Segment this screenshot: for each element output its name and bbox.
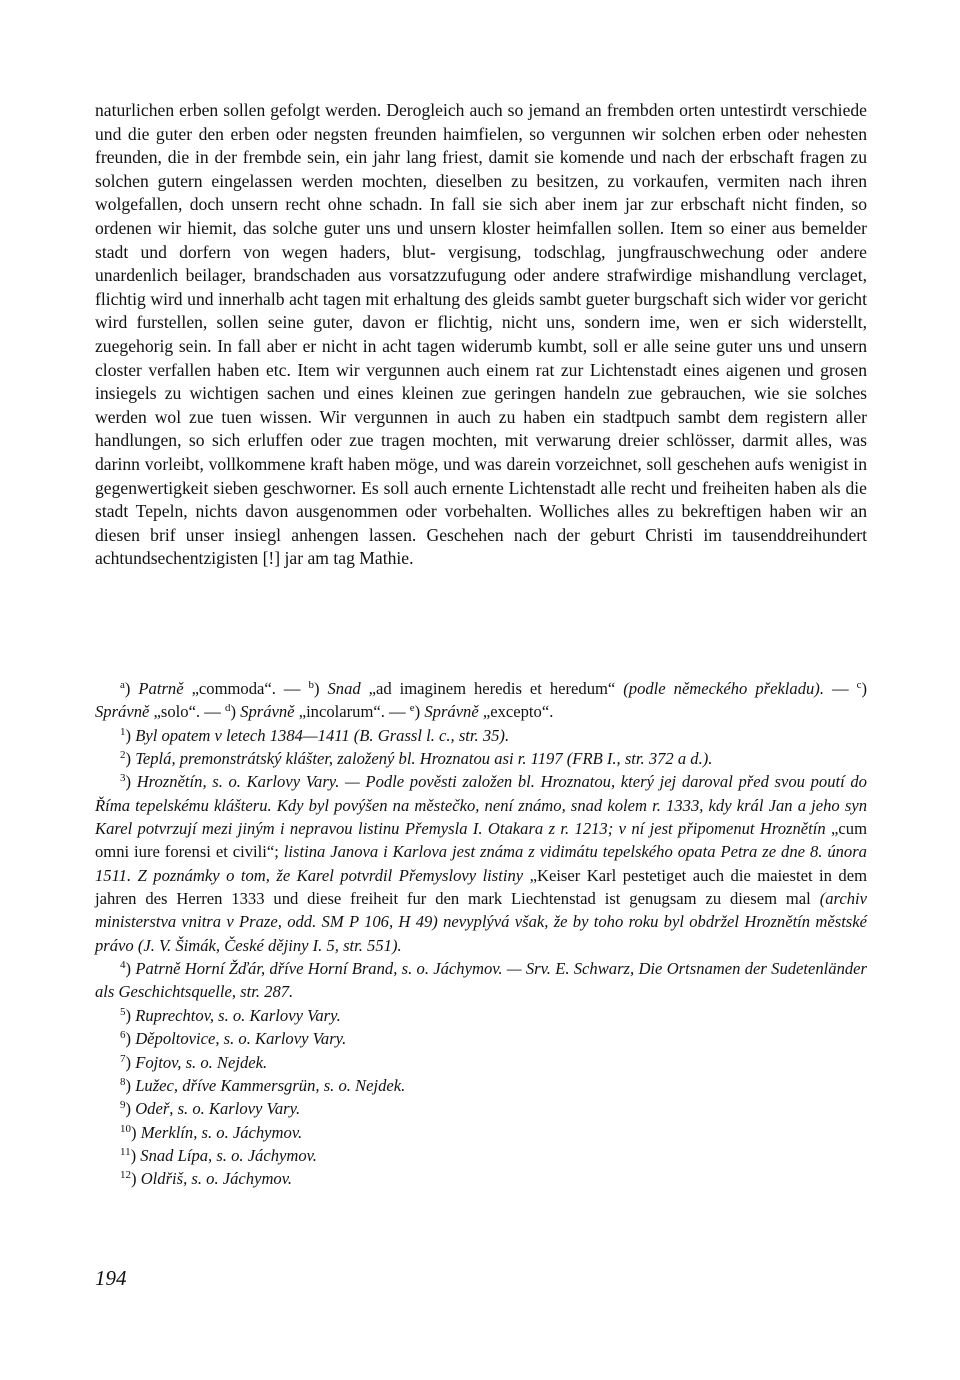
footnote-8: $^8$) Lužec, dříve Kammersgrün, s. o. Nejdek. bbox=[120, 1075, 406, 1095]
footnote-11: $^{11}$) Snad Lípa, s. o. Jáchymov. bbox=[120, 1145, 317, 1165]
footnotes bbox=[95, 677, 867, 1191]
footnote-6: $^6$) Děpoltovice, s. o. Karlovy Vary. bbox=[120, 1029, 347, 1049]
note-mark-d: d bbox=[224, 702, 231, 715]
footnote-3: $^3$) Hroznětín, s. o. Karlovy Vary. — Podle pověsti založen bl. Hroznatou, který jej daroval před svou poutí do Říma tepelskému klášteru. Kdy byl povýšen na městečko, není známo, snad kolem r. 1333, kdy král Jan a jeho syn Karel potvrzují mezi jiným i nepravou listinu Přemysla I. Otakara z r. 1213; v ní jest připomenut Hroznětín „cum omni iure forensi et civili“; listina Janova i Karlova jest známa z vidimátu tepelského opata Petra ze dne 8. února 1511. Z poznámky o tom, že Karel potvrdil Přemyslovy listiny „Keiser Karl pestetiget auch die maiestet in dem jahren des Herren 1333 und diese freiheit fur den mark Liechtenstad ist genugsam zu diesem mal (archiv ministerstva vnitra v Praze, odd. SM P 106, H 49) nevyplývá však, že by toho roku byl obdržel Hroznětín městské právo (J. V. Šimák, České dějiny I. 5, str. 551). bbox=[95, 772, 867, 955]
footnote-7: $^7$) Fojtov, s. o. Nejdek. bbox=[120, 1052, 268, 1072]
textual-notes: $^a$) Patrně „commoda“. — $^b$) Snad „ad imaginem heredis et heredum“ (podle německého překladu). — $^c$) Správně „solo“. — $^d$) Správně „incolarum“. — $^e$) Správně „excepto“. bbox=[95, 678, 867, 722]
footnote-1: $^1$) Byl opatem v letech 1384—1411 (B. Grassl l. c., str. 35). bbox=[120, 725, 510, 745]
note-mark-e: e bbox=[409, 702, 415, 715]
note-mark-a: a bbox=[120, 678, 125, 691]
body-paragraph: naturlichen erben sollen gefolgt werden. Derogleich auch so jemand an frembden orten untestirdt verschiede und die guter den erben oder negsten freunden haimfielen, so vergunnen wir solchen erben oder nehesten freunden, die in der frembde sein, ein jahr lang friest, damit sie komende und nach der erbschaft fragen zu solchen gutern eingelassen werden mochten, dieselben zu besitzen, zu vorkaufen, vermiten nach ihren wolgefallen, doch unsern recht ohne schadn. In fall sie sich aber inem jar zur erbschaft nicht finden, so ordenen wir hiemit, das solche guter uns und unsern kloster heimfallen sollen. Item so einer aus bemelder stadt und dorfern von wegen haders, blut- vergisung, todschlag, jungfrauschwechung oder andere unardenlich beilager, brandschaden aus vorsatzzufugung oder andere strafwirdige mishandlung verclaget, flichtig wird und innerhalb acht tagen mit erhaltung des gleids sambt gueter burgschaft sich wider vor gericht wird furstellen, sollen seine guter, davon er flichtig, nicht uns, sondern ime, wen er sich widerstellt, zuegehorig sein. In fall aber er nicht in acht tagen widerumb kumbt, soll er alle seine guter uns und unsern closter verfallen haben etc. Item wir vergunnen auch einem rat zur Lichtenstadt eines aigenen und grosen insiegels zu wichtigen sachen und eines kleinen zue geringen handeln zue gebrauchen, wie sie solches werden wol zue tuen wissen. Wir vergunnen in auch zu haben ein stadtpuch sambt dem registern aller handlungen, so sich erluffen oder zue tragen mochten, mit verwarung dreier schlösser, darmit alles, was darinn vorleibt, vollkommene kraft haben möge, und was darein vorzeichnet, soll geschehen aufs wenigist in gegenwertigkeit sieben geschworner. Es soll auch ernente Lichtenstadt alle recht und freiheiten haben als die stadt Tepeln, nichts davon ausgenommen oder vorbehalten. Wolliches alles zu bekreftigen haben wir an diesen brif unser insiegl anhengen lassen. Geschehen nach der geburt Christi im tausenddreihundert achtundsechentzigisten [!] jar am tag Mathie. bbox=[95, 100, 867, 569]
footnote-10: $^{10}$) Merklín, s. o. Jáchymov. bbox=[120, 1122, 303, 1142]
footnote-2: $^2$) Teplá, premonstrátský klášter, založený bl. Hroznatou asi r. 1197 (FRB I., str. 372 a d.). bbox=[120, 748, 713, 769]
note-mark-b: b bbox=[308, 678, 314, 691]
footnote-5: $^5$) Ruprechtov, s. o. Karlovy Vary. bbox=[120, 1005, 341, 1025]
footnote-12: $^{12}$) Oldřiš, s. o. Jáchymov. bbox=[120, 1169, 292, 1189]
main-text bbox=[95, 99, 867, 571]
page-number: 194 bbox=[95, 1266, 127, 1290]
note-mark-c: c bbox=[856, 678, 862, 691]
footnote-9: $^9$) Odeř, s. o. Karlovy Vary. bbox=[120, 1099, 301, 1119]
footnote-4: $^4$) Patrně Horní Žďár, dříve Horní Brand, s. o. Jáchymov. — Srv. E. Schwarz, Die Ortsnamen der Sudetenländer als Geschichtsquelle, str. 287. bbox=[95, 959, 867, 1002]
